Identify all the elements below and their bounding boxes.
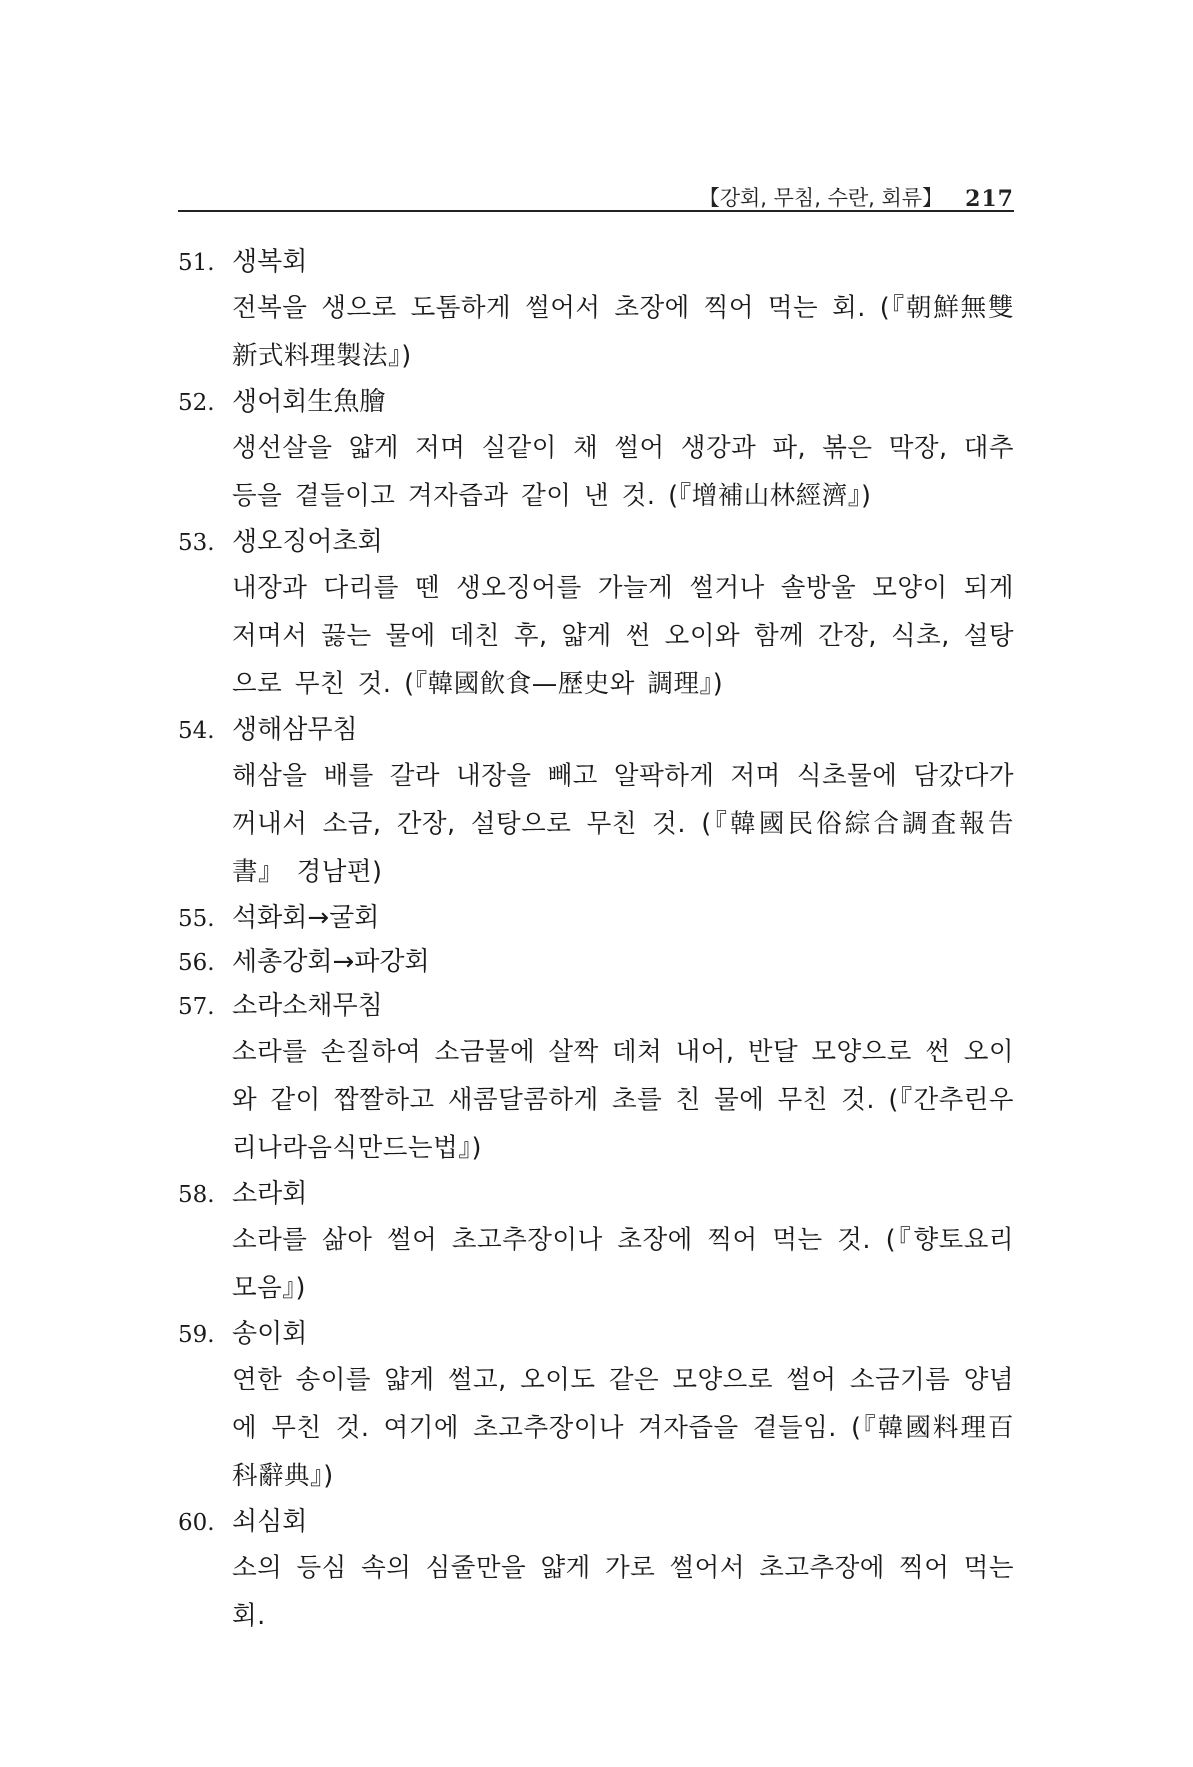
entry-name: 생복회 bbox=[232, 247, 308, 277]
entry-name: 생해삼무침 bbox=[232, 715, 358, 745]
entry-title bbox=[178, 1312, 1014, 1356]
entry-description: 소라를 손질하여 소금물에 살짝 데쳐 내어, 반달 모양으로 썬 오이와 같이 짭짤하고 새콤달콤하게 초를 친 물에 무친 것. (『간추린우리나라음식만드는법』) bbox=[232, 1037, 1014, 1163]
entry-number: 60. bbox=[178, 1510, 215, 1536]
entry-name: 소라회 bbox=[232, 1179, 308, 1209]
entry-number: 59. bbox=[178, 1322, 215, 1348]
entry-number: 52. bbox=[178, 390, 215, 416]
entry-58 bbox=[178, 1172, 1014, 1312]
entry-title bbox=[178, 520, 1014, 564]
entry-number: 51. bbox=[178, 250, 215, 276]
section-title: 【강회, 무침, 수란, 회류】 bbox=[698, 186, 944, 210]
entry-56 bbox=[178, 940, 1014, 984]
header-rule bbox=[178, 210, 1014, 212]
entry-54 bbox=[178, 708, 1014, 896]
entry-title bbox=[178, 1172, 1014, 1216]
entry-name: 석화회→굴회 bbox=[232, 903, 380, 933]
entry-number: 56. bbox=[178, 950, 215, 976]
entry-name: 생오징어초회 bbox=[232, 527, 383, 557]
entry-title bbox=[178, 1500, 1014, 1544]
entry-number: 55. bbox=[178, 906, 215, 932]
entry-description: 생선살을 얇게 저며 실같이 채 썰어 생강과 파, 볶은 막장, 대추 등을 곁들이고 겨자즙과 같이 낸 것. (『增補山林經濟』) bbox=[232, 433, 1014, 511]
running-head bbox=[178, 172, 1014, 212]
entry-description: 전복을 생으로 도톰하게 썰어서 초장에 찍어 먹는 회. (『朝鮮無雙新式料理製法』) bbox=[232, 293, 1014, 371]
entry-59 bbox=[178, 1312, 1014, 1500]
entry-title bbox=[178, 896, 1014, 940]
entry-title bbox=[178, 240, 1014, 284]
entry-number: 58. bbox=[178, 1182, 215, 1208]
entry-name: 소라소채무침 bbox=[232, 991, 383, 1021]
entry-description: 소라를 삶아 썰어 초고추장이나 초장에 찍어 먹는 것. (『향토요리모음』) bbox=[232, 1225, 1014, 1303]
entry-name: 세총강회→파강회 bbox=[232, 947, 430, 977]
entry-number: 54. bbox=[178, 718, 215, 744]
entry-description: 소의 등심 속의 심줄만을 얇게 가로 썰어서 초고추장에 찍어 먹는 회. bbox=[232, 1553, 1014, 1631]
entry-list bbox=[178, 240, 1014, 1640]
entry-60 bbox=[178, 1500, 1014, 1640]
entry-title bbox=[178, 940, 1014, 984]
entry-title bbox=[178, 708, 1014, 752]
entry-name: 송이회 bbox=[232, 1319, 308, 1349]
entry-title bbox=[178, 984, 1014, 1028]
entry-description: 연한 송이를 얇게 썰고, 오이도 같은 모양으로 썰어 소금기름 양념에 무친 것. 여기에 초고추장이나 겨자즙을 곁들임. (『韓國料理百科辭典』) bbox=[232, 1365, 1014, 1491]
entry-description: 내장과 다리를 뗀 생오징어를 가늘게 썰거나 솔방울 모양이 되게 저며서 끓는 물에 데친 후, 얇게 썬 오이와 함께 간장, 식초, 설탕으로 무친 것. (『韓國飮食—歷史와 調理』) bbox=[232, 573, 1014, 699]
entry-number: 53. bbox=[178, 530, 215, 556]
entry-57 bbox=[178, 984, 1014, 1172]
entry-53 bbox=[178, 520, 1014, 708]
entry-51 bbox=[178, 240, 1014, 380]
entry-number: 57. bbox=[178, 994, 215, 1020]
entry-55 bbox=[178, 896, 1014, 940]
entry-description: 해삼을 배를 갈라 내장을 빼고 알팍하게 저며 식초물에 담갔다가 꺼내서 소금, 간장, 설탕으로 무친 것. (『韓國民俗綜合調査報告書』 경남편) bbox=[232, 761, 1014, 887]
entry-title bbox=[178, 380, 1014, 424]
entry-name: 쇠심회 bbox=[232, 1507, 308, 1537]
entry-52 bbox=[178, 380, 1014, 520]
page-number: 217 bbox=[965, 186, 1014, 212]
entry-name: 생어회生魚膾 bbox=[232, 387, 386, 417]
